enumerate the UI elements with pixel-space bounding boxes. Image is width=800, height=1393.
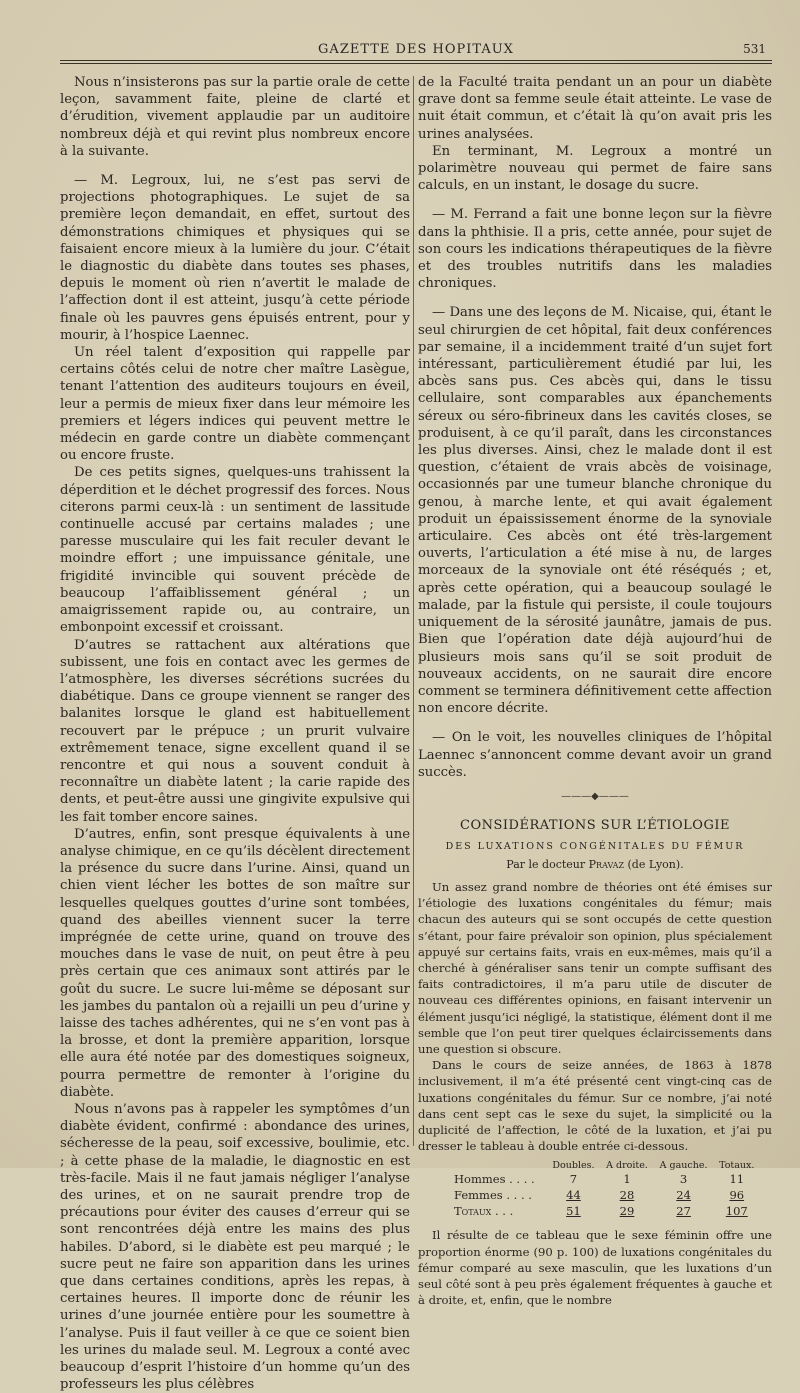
- spacer: [418, 717, 772, 729]
- paragraph: — M. Ferrand a fait une bonne leçon sur la fièvre dans la phthisie. Il a pris, cette année, pour sujet de son cours les indications thérapeutiques de la fièvre et des troubles nutritifs dans les maladies chroniques.: [418, 207, 772, 292]
- table-row-label: Hommes . . . .: [454, 1172, 535, 1187]
- table-header-row: [430, 1160, 760, 1171]
- paragraph: Dans le cours de seize années, de 1863 à 1878 inclusivement, il m’a été présenté cent vingt-cinq cas de luxations congénitales du fémur. Sur ce nombre, j’ai noté dans cent sept cas le sexe du sujet, la simplicité ou la duplicité de l’affection, le côté de la luxation, et j’ai pu dresser le tableau à double entrée ci-dessous.: [418, 1058, 772, 1154]
- table-row: [430, 1171, 760, 1187]
- journal-title: GAZETTE DES HOPITAUX: [318, 42, 514, 57]
- article-subtitle: DES LUXATIONS CONGÉNITALES DU FÉMUR: [445, 840, 745, 852]
- article-body: [418, 879, 772, 1308]
- page-header: [60, 40, 772, 60]
- section-divider: ———◆———: [561, 790, 629, 802]
- article-author: [418, 858, 772, 871]
- table-cell: 51: [566, 1204, 581, 1219]
- author-name: Pravaz: [588, 857, 625, 871]
- paragraph: En terminant, M. Legroux a montré un polarimètre nouveau qui permet de faire sans calculs, en un instant, le dosage du sucre.: [418, 143, 772, 194]
- table-total-row: [430, 1203, 760, 1219]
- spacer: [60, 160, 410, 172]
- paragraph: Un assez grand nombre de théories ont été émises sur l’étiologie des luxations congénitales du fémur; mais chacun des auteurs qui se sont occupés de cette question s’étant, pour faire prévaloir son opinion, plus spécialement appuyé sur certains faits, vrais en eux-mêmes, mais qu’il a cherché à généraliser sans tenir un compte suffisant des faits contradictoires, il m’a paru utile de discuter de nouveau ces différentes opinions, en faisant intervenir un élément jusqu’ici négligé, la statistique, élément dont il me semble que l’on peut tirer quelques éclaircissements dans une question si obscure.: [418, 879, 772, 1056]
- spacer: [418, 292, 772, 304]
- table-header-cell: Doubles.: [552, 1160, 595, 1172]
- table-row-label: Totaux . . .: [454, 1204, 514, 1219]
- table-row-label: Femmes . . . .: [454, 1188, 532, 1203]
- paragraph: De ces petits signes, quelques-uns trahissent la déperdition et le déchet progressif des forces. Nous citerons parmi ceux-là : un sentiment de lassitude continuelle accusé par certains malades ; une paresse musculaire qui les fait reculer devant le moindre effort ; une impuissance génitale, une frigidité invincible qui souvent précède de beaucoup l’affaiblissement général ; un amaigrissement rapide ou, au contraire, un embonpoint excessif et croissant.: [60, 465, 410, 636]
- page-number: 531: [743, 42, 766, 56]
- article-title: CONSIDÉRATIONS SUR L’ÉTIOLOGIE: [460, 817, 730, 833]
- paragraph: — M. Legroux, lui, ne s’est pas servi de projections photographiques. Le sujet de sa première leçon demandait, en effet, surtout des démonstrations chimiques et physiques qui se faisaient encore mieux à la lumière du jour. C’était le diagnostic du diabète dans toutes ses phases, depuis le moment où rien n’avertit le malade de l’affection dont il est atteint, jusqu’à cette période finale où les pauvres gens épuisés entrent, pour y mourir, à l’hospice Laennec.: [60, 173, 410, 343]
- left-column: [60, 74, 410, 1393]
- paragraph: de la Faculté traita pendant un an pour un diabète grave dont sa femme seule était atteinte. Le vase de nuit était commun, et c’était là qu’on avait pris les urines analysées.: [418, 75, 772, 142]
- paragraph: Nous n’insisterons pas sur la partie orale de cette leçon, savamment faite, pleine de clarté et d’érudition, vivement applaudie par un auditoire nombreux déjà et qui revint plus nombreux encore à la suivante.: [60, 75, 410, 159]
- paragraph: D’autres se rattachent aux altérations que subissent, une fois en contact avec les germes de l’atmosphère, les diverses sécrétions sucrées du diabétique. Dans ce groupe viennent se ranger des balanites lorsque le gland est habituellement recouvert par le prépuce ; un prurit vulvaire extrêmement tenace, signe excellent quand il se rencontre et qui nous a souvent conduit à reconnaître un diabète latent ; la carie rapide des dents, et peut-être aussi une gingivite expulsive qui les fait tomber encore saines.: [60, 637, 410, 825]
- right-column: [418, 74, 772, 1308]
- table-cell: 27: [676, 1204, 691, 1219]
- table-header-cell: A gauche.: [659, 1160, 708, 1172]
- table-cell: 107: [725, 1204, 748, 1219]
- paragraph: Nous n’avons pas à rappeler les symptômes d’un diabète évident, confirmé : abondance des urines, sécheresse de la peau, soif excessive, boulimie, etc. ; à cette phase de la maladie, le diagnostic en est très-facile. Mais il ne faut jamais négliger l’analyse des urines, et on ne saurait prendre trop de précautions pour éviter des causes d’erreur qui se sont rencontrées déjà entre les mains des plus habiles. D’abord, si le diabète est peu marqué ; le sucre peut ne faire son apparition dans les urines que dans certaines conditions, après les repas, à certaines heures. Il importe donc de réunir les urines d’une journée entière pour les soumettre à l’analyse. Puis il faut veiller à ce que ce soient bien les urines du malade seul. M. Legroux a conté avec beaucoup d’esprit l’histoire d’un homme qu’un des professeurs les plus célèbres: [60, 1101, 410, 1393]
- spacer: [418, 194, 772, 206]
- paragraph: Il résulte de ce tableau que le sexe féminin offre une proportion énorme (90 p. 100) de luxations congénitales du fémur comparé au sexe masculin, que les luxations d’un seul côté sont à peu près également fréquentes à gauche et à droite, et, enfin, que le nombre: [418, 1228, 772, 1308]
- table-cell: 44: [566, 1188, 581, 1203]
- header-rule: [60, 60, 772, 64]
- table-cell: 7: [569, 1172, 578, 1187]
- author-prefix: Par le docteur: [506, 857, 589, 871]
- table-cell: 3: [679, 1172, 688, 1187]
- paragraph: — On le voit, les nouvelles cliniques de l’hôpital Laennec s’annoncent comme devant avoir un grand succès.: [418, 730, 772, 780]
- table-cell: 29: [619, 1204, 635, 1219]
- paragraph: — Dans une des leçons de M. Nicaise, qui, étant le seul chirurgien de cet hôpital, fait deux conférences par semaine, il a incidemment traité d’un sujet fort intéressant, particulièrement étudié par lui, les abcès sans pus. Ces abcès qui, dans le tissu cellulaire, sont comparables aux épanchements séreux ou séro-fibrineux dans les cavités closes, se produisent, à ce qu’il paraît, dans les circonstances les plus diverses. Ainsi, chez le malade dont il est question, c’étaient de vrais abcès de voisinage, occasionnés par une tumeur blanche chronique du genou, à marche lente, et qui avait également produit un épaississement énorme de la synoviale articulaire. Ces abcès ont été très-largement ouverts, l’articulation a été mise à nu, de larges morceaux de la synoviale ont été réséqués ; et, après cette opération, qui a beaucoup soulagé le malade, par la fistule qui persiste, il coule toujours uniquement de la sérosité jaunâtre, jamais de pus. Bien que l’opération date déjà aujourd’hui de plusieurs mois sans qu’il se soit produit de nouveaux accidents, on ne saurait dire encore comment se terminera définitivement cette affection non encore décrite.: [418, 305, 772, 717]
- table-cell: 11: [729, 1172, 745, 1187]
- table-cell: 1: [623, 1172, 631, 1187]
- paragraph: Un réel talent d’exposition qui rappelle par certains côtés celui de notre cher maître Lasègue, tenant l’attention des auditeurs toujours en éveil, leur a permis de mieux fixer dans leur mémoire les premiers et légers indices qui peuvent mettre le médecin en garde contre un diabète commençant ou encore fruste.: [60, 345, 410, 464]
- author-suffix: (de Lyon).: [624, 857, 684, 871]
- table-row: [430, 1187, 760, 1203]
- table-header-cell: [430, 1160, 547, 1171]
- paragraph: D’autres, enfin, sont presque équivalents à une analyse chimique, en ce qu’ils décèlent directement la présence du sucre dans l’urine. Ainsi, quand un chien vient lécher les bottes de son maître sur lesquelles quelques gouttes d’urine sont tombées, quand des abeilles viennent sucer la terre imprégnée de cette urine, quand on trouve des mouches dans le vase de nuit, on peut être à peu près certain que ces animaux sont attirés par le goût du sucre. Le sucre lui-même se déposant sur les jambes du pantalon où a rejailli un peu d’urine y laisse des taches adhérentes, qui ne s’en vont pas à la brosse, et dont la première apparition, lorsque elle aura été notée par des domestiques soigneux, pourra permettre de remonter à l’origine du diabète.: [60, 826, 410, 1100]
- table-header-cell: Totaux.: [719, 1160, 755, 1172]
- table-cell: 28: [619, 1188, 635, 1203]
- table-cell: 24: [676, 1188, 691, 1203]
- table-header-cell: A droite.: [606, 1160, 648, 1172]
- luxation-stats-table: [430, 1160, 760, 1219]
- table-cell: 96: [729, 1188, 745, 1203]
- column-rule: [413, 76, 414, 1146]
